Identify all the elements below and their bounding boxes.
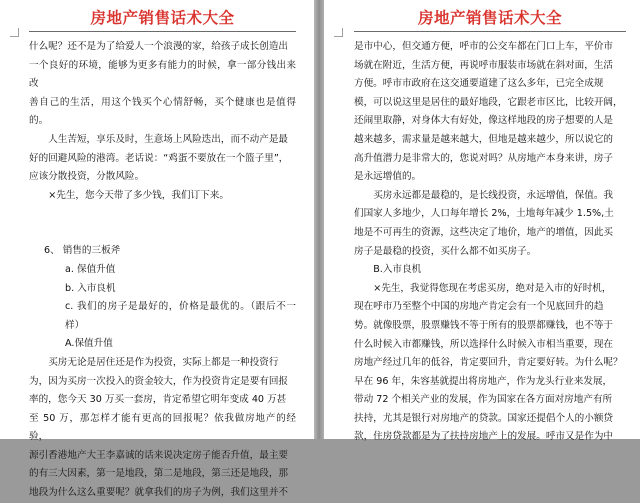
right-body-line-1: ×先生，我觉得您现在考虑买房，绝对是入市的好时机， [373, 282, 612, 294]
right-body-line-3: 势。就像股票，股票赚钱不等于所有的股票都赚钱，也不等于 [354, 319, 614, 331]
left-line-2: 一个良好的环境，能够为更多有能力的时候，拿一部分钱出来改 [29, 59, 296, 90]
list-item-c: c. 我们的房子是最好的，价格是最优的。（跟后不一样） [65, 301, 296, 331]
section-title: 6、 销售的三板斧 [44, 245, 121, 257]
left-body-line-3: 率的，您今天 30 万买一套房，肯定希望它明年变成 40 万甚 [29, 394, 287, 406]
left-para2-line-1: 人生苦短，享乐及时，生意场上风险迭出，而不动产是最 [48, 133, 289, 145]
right-line-1: 是市中心，但交通方便，呼市的公交车都在门口上车，平价市 [354, 41, 614, 52]
left-body-line-7: 地段为什么这么重要呢？就拿我们的房子为例，我们这里并不 [29, 487, 289, 499]
right-body-line-8: 扶持，尤其是银行对房地产的贷款。国家还提倡个人的小额贷 [354, 412, 614, 424]
right-line-8: 是永远增值的。 [354, 171, 422, 183]
left-body-line-5: 源引香港地产大王李嘉诚的话来说决定房子能否升值，最主要 [29, 449, 289, 461]
right-para2-line-4: 房子是最稳的投资，买什么都不如买房子。 [354, 245, 537, 257]
left-page [0, 0, 314, 499]
left-body-line-1: 买房无论是居住还是作为投资，实际上都是一种投资行 [48, 356, 279, 368]
right-line-2: 场就在附近，生活方便，再说呼市服装市场就在斜对面，生活 [354, 59, 614, 71]
left-body-line-2: 为，因为买房一次投入的资金较大，作为投资肯定是要有回报 [29, 375, 289, 387]
list-item-b: b. 入市良机 [65, 282, 116, 294]
left-line-3: 善自己的生活，用这个钱买个心情舒畅，买个健康也是值得的。 [29, 96, 296, 127]
page-header-title: 房地产销售话术大全 [90, 9, 235, 27]
right-para2-line-2: 们国家人多地少，人口每年增长 2%，土地每年减少 1.5%,土 [354, 208, 614, 220]
right-page [324, 0, 640, 443]
sub-title-a: A.保值升值 [65, 338, 113, 350]
right-para2-line-3: 地是不可再生的资源，这些决定了地价，地产的增值，因此买 [354, 226, 614, 238]
right-body-line-5: 房地产经过几年的低谷，肯定要回升，肯定要好转。为什么呢？ [354, 357, 623, 369]
header-rule [354, 31, 626, 32]
right-line-7: 高升值潜力是非常大的，您说对吗？从房地产本身来讲，房子 [354, 152, 614, 164]
right-body-line-6: 早在 96 年，朱容基就提出将房地产，作为龙头行业来发展， [354, 375, 613, 387]
left-para2-line-3: 应该分散投资，分散风险。 [29, 171, 145, 183]
right-body-line-7: 带动 72 个相关产业的发展，作为国家在各方面对房地产有所 [354, 394, 613, 406]
page-corner-mark [10, 28, 19, 37]
right-body-line-9: 款，住房贷款都是为了扶持房地产上的发展。呼市又是作为中 [354, 431, 614, 443]
left-para3: ×先生，您今天带了多少钱，我们订下来。 [48, 189, 229, 201]
left-body-line-6: 的有三大因素，第一是地段，第二是地段，第三还是地段，那 [29, 468, 289, 480]
page-header-title: 房地产销售话术大全 [417, 9, 562, 27]
left-para2-line-2: 好的回避风险的港湾。老话说：“鸡蛋不要放在一个篮子里”， [29, 152, 289, 164]
left-line-1: 什么呢？还不是为了给爱人一个浪漫的家，给孩子成长创造出 [29, 41, 289, 52]
right-line-4: 模，可以说这里是居住的最好地段，它跟老市区比，比较开阔， [354, 96, 623, 108]
list-item-a: a. 保值升值 [65, 263, 116, 275]
left-body-line-4: 至 50 万，那怎样才能有更高的回报呢？依我做房地产的经验， [29, 412, 296, 443]
right-body-line-2: 现在呼市乃至整个中国的房地产肯定会有一个见底回升的趋 [354, 301, 604, 313]
right-line-3: 方便。呼市市政府在这交通要道建了这么多年，已完全成规 [354, 78, 604, 90]
header-rule [29, 31, 296, 32]
sub-title-b: B.入市良机 [373, 264, 422, 276]
right-line-6: 越来越多，需求量是越来越大，但地是越来越少，所以说它的 [354, 133, 614, 145]
right-line-5: 还闹里取静，对身体大有好处，像这样地段的房子想要的人是 [354, 115, 614, 127]
page-gutter [314, 0, 324, 439]
right-body-line-4: 什么时候入市都赚钱，所以选择什么时候入市相当重要，现在 [354, 338, 614, 350]
page-corner-mark [334, 28, 343, 37]
blank-space [29, 205, 296, 242]
right-para2-line-1: 买房永远都是最稳的，是长线投资，永远增值，保值。我 [373, 189, 614, 201]
